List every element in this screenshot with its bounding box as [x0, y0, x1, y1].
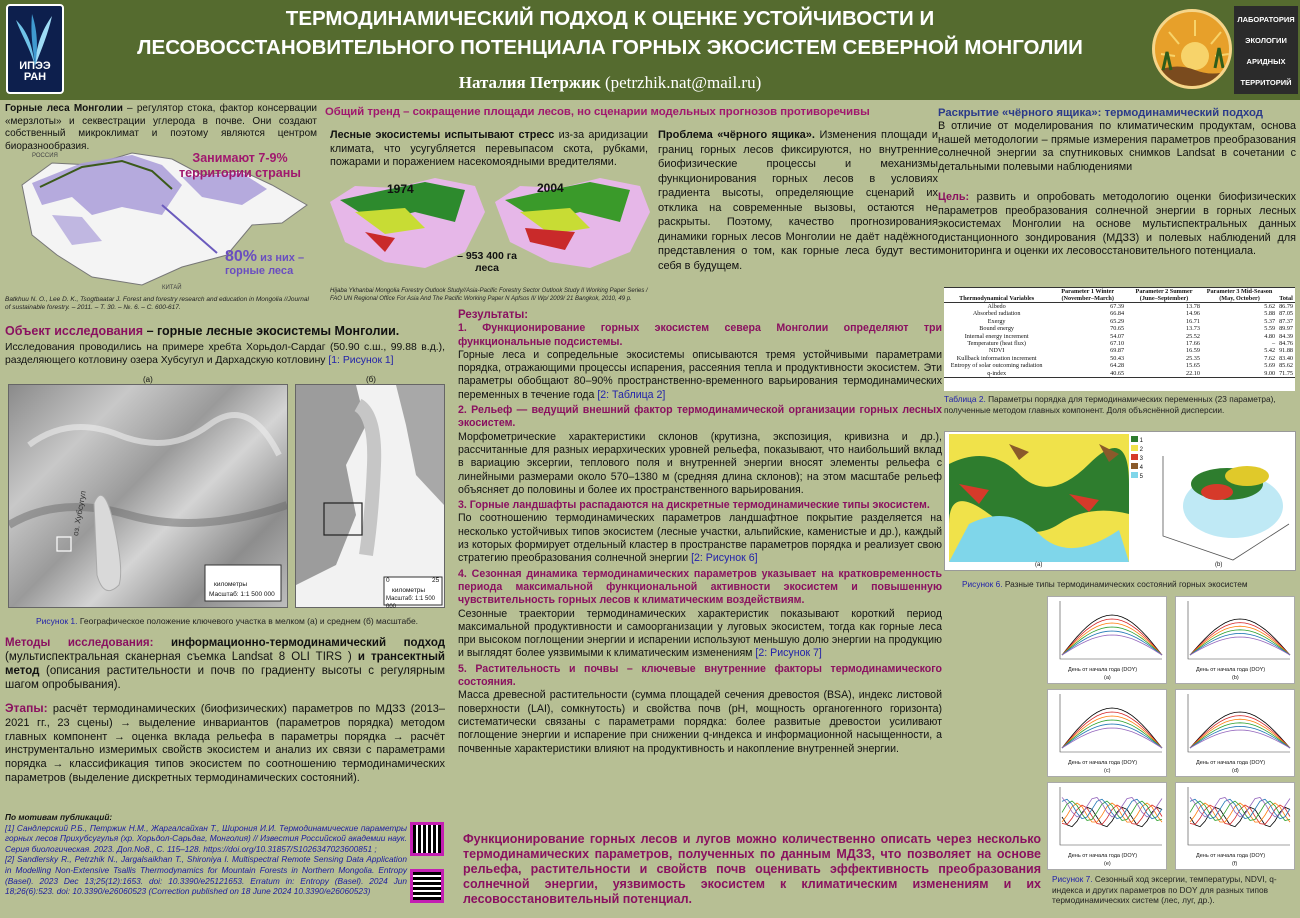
relief-map-a-svg	[9, 385, 287, 607]
title-line-2: ЛЕСОВОССТАНОВИТЕЛЬНОГО ПОТЕНЦИАЛА ГОРНЫХ ЭКОСИСТЕМ СЕВЕРНОЙ МОНГОЛИИ	[137, 36, 1083, 59]
seasonal-chart-e	[1047, 782, 1167, 870]
black-box-text: Изменения площади и границ горных лесов фиксируются, но внутренние биофизические процессы и механизмы функционирования горных лесов в условиях градиента высоты, определяющие сценарий их отклика на современные вызовы, остаются не раскрыты. Поэтому, качество прогнозирования динамики горных лесов Монголии не даёт надёжного представления о том, как горные леса будут вести себя в будущем.	[658, 129, 938, 272]
pub-1[interactable]: [1] Сандлерский Р.Б., Петржик Н.М., Жаргалсайхан Т., Широния И.И. Термодинамические параметры горных лесов Прихубсугулья (хр. Хорьдол-Сарьдаг, Монголия) // Известия Российской академии наук. Серия биологическая. 2023. Доп.No8., С. 115–128. https://doi.org/10.31857/S1026347023600851 ;	[5, 822, 407, 854]
order-params-table	[944, 287, 1295, 391]
qr-code-2[interactable]	[410, 869, 444, 903]
blackbox-text: В отличие от моделирования по климатическим продуктам, основа нашей методологии – прямые измерения параметров преобразования солнечной энергии за спутниковых снимков Landsat в сочетании с детальными полевыми наблюдениями	[938, 120, 1296, 173]
fig7-caption-text: Сезонный ход эксергии, температуры, NDVI, q-индекса и других параметров по DOY для разных типов термодинамических систем (лес, луг, др.).	[1052, 874, 1277, 905]
result-3-body: По соотношению термодинамических параметров ландшафтное покрытие разделяется на несколько устойчивых типов экосистем (лесные участки, альпийские, каменистые и др.), каждый из которых формирует отдельный кластер в пространстве параметров порядка и реализует свою стратегию преобразования солнечной энергии	[458, 512, 942, 565]
chart-axes	[1060, 694, 1162, 752]
lake-label: оз. Хубсугул	[71, 490, 88, 537]
fig7-caption	[1052, 874, 1298, 906]
panel-label-b: (б)	[366, 375, 376, 384]
series-line	[1062, 728, 1162, 748]
scale-b-km: километры	[392, 587, 426, 594]
table-row: Temperature (heat flux) 67.10 17.66 – 84.76	[967, 340, 1293, 348]
fig6-caption-text: Разные типы термодинамических состояний горных экосистем	[1002, 579, 1248, 589]
table-row: NDVI 69.87 16.59 5.42 91.88	[988, 347, 1293, 355]
table-row: Absorbed radiation 66.84 14.96 5.88 87.05	[972, 310, 1293, 318]
pub-2[interactable]: [2] Sandlersky R., Petrzhik N., Jargalsaikhan T., Shironiya I. Multispectral Remote Sensing Data Application in Modelling Non-Extensive Tsallis Thermodynamics for Mountain Forests in Northern Mongolia. Entropy (Basel). 2023 Dec 13;25(12):1653. doi: 10.3390/e25121653. Erratum in: Entropy (Basel). 2024 Jun 18;26(6):523. doi: 10.3390/e26060523 (Correction published on 18 June 2024 10.3390/e26060523)	[5, 854, 407, 897]
chart-e-panel: (e)	[1104, 861, 1111, 867]
result-1-title: 1. Функционирование горных экосистем севера Монголии определяют три функциональные подсистемы.	[458, 322, 942, 348]
goal-section	[938, 191, 1296, 259]
institute-logo-text: ИПЭЭ РАН	[19, 59, 51, 84]
result-4-body: Сезонные траектории термодинамических характеристик показывают короткий период максимальной продуктивности и самоорганизации у луговых экосистем, тогда как горные леса при высоком поглощении энергии и испарении используют меньшую долю энергии на продукцию и выглядят более уязвимыми к климатическим изменениям	[458, 607, 942, 660]
object-text-body: Исследования проводились на примере хребта Хорьдол-Сардаг (50.90 с.ш., 99.88 в.д.), разделяющего котловину озера Хубсугул и Дархадскую котловину	[5, 341, 445, 366]
seasonal-chart-a-svg	[1048, 597, 1166, 667]
chart-d-panel: (d)	[1232, 768, 1239, 774]
relief-map-b-svg	[296, 385, 444, 607]
scale-a-m: Масштаб: 1:1 500 000	[209, 591, 275, 598]
ecosystem-type-map	[949, 434, 1129, 562]
intro-rest: – регулятор стока, фактор консервации «мерзлоты» и секвестрации углерода в почве. Они создают собственный микроклимат и поэтому являются центром биоразнообразия.	[5, 103, 318, 152]
chart-a-xlabel: День от начала года (DOY)	[1068, 667, 1138, 673]
result-4-title: 4. Сезонная динамика термодинамических параметров указывает на кратковременность периода максимальной функциональной активности экосистем и повышенную чувствительность горных лесов к климатическим воздействиям.	[458, 567, 942, 607]
chart-c-xlabel: День от начала года (DOY)	[1068, 760, 1138, 766]
fig6-caption-label: Рисунок 6.	[962, 579, 1003, 589]
blackbox-title: Раскрытие «чёрного ящика»: термодинамический подход	[938, 107, 1263, 119]
seasonal-chart-b	[1175, 596, 1295, 684]
methods-approach: информационно-термодинамический подход	[170, 637, 445, 649]
legend-1: 1	[1131, 436, 1143, 445]
chart-a-panel: (a)	[1104, 675, 1111, 681]
series-line	[1190, 637, 1290, 655]
seasonal-chart-d-svg	[1176, 690, 1294, 760]
methods-transect-desc: (описания растительности и почв по градиенту высоты с регулярным шагом опробывания).	[5, 665, 445, 691]
series-line	[1062, 635, 1162, 655]
fig1-caption-text: Географическое положение ключевого участка в мелком (а) и среднем (б) масштабе.	[77, 616, 419, 626]
seasonal-chart-b-svg	[1176, 597, 1294, 667]
result-1-text	[458, 349, 942, 402]
result-1-body: Горные леса и сопредельные экосистемы описываются тремя устойчивыми параметрами порядка, отражающими процессы испарения, рассеяния тепла и продуктивности экосистем. Эти параметры обобщают 80–90% пространственно-временного варьирования термодинамических переменных в течение года	[458, 348, 942, 401]
year-1974: 1974	[387, 182, 414, 196]
table2-caption-label: Таблица 2.	[944, 394, 986, 404]
series-line	[1062, 801, 1162, 821]
result-3-text	[458, 512, 942, 565]
th-variables: Thermodynamical Variables	[944, 288, 1049, 303]
th-param3: Parameter 3 Mid-Season (May, October)	[1202, 288, 1277, 303]
legend-2: 2	[1131, 445, 1143, 454]
chart-b-panel: (b)	[1232, 675, 1239, 681]
feather-icon	[8, 8, 62, 68]
th-param1: Parameter 1 Winter (November–March)	[1049, 288, 1126, 303]
percent80-rest: из них – горные леса	[225, 252, 305, 277]
poster-title	[70, 4, 1150, 62]
chart-e-xlabel: День от начала года (DOY)	[1068, 853, 1138, 859]
stages-text: расчёт термодинамических (биофизических) параметров по МДЗЗ (2013–2021 гг., 23 сцены) → выделение инвариантов (параметров порядка) методом главных компонент → оценка вклада рельефа в параметры порядка → расчёт инструментально измеримых свойств экосистем и анализ их связи с параметрами порядка → классификация типов экосистем по соотношению термодинамических параметров (выделение дискретных термодинамических состояний).	[5, 703, 445, 784]
chart-c-panel: (c)	[1104, 768, 1111, 774]
legend-3: 3	[1131, 454, 1143, 463]
table-row: Internal energy increment 54.07 25.52 4.80 84.39	[964, 332, 1293, 340]
th-total: Total	[1277, 288, 1295, 303]
relief-map-a	[8, 384, 288, 608]
qr-code-1[interactable]	[410, 822, 444, 856]
table-row: Entropy of solar outcoming radiation 64.28 15.65 5.69 85.62	[950, 362, 1293, 370]
scale-a-km: километры	[214, 581, 248, 588]
chart-d-xlabel: День от начала года (DOY)	[1196, 760, 1266, 766]
year-2004: 2004	[537, 181, 564, 195]
results-title: Результаты:	[458, 309, 529, 321]
lab-name-box	[1234, 6, 1298, 94]
object-text	[5, 341, 445, 367]
lab-line-4: ТЕРРИТОРИЙ	[1240, 78, 1292, 87]
legend-4: 4	[1131, 463, 1143, 472]
stages-section	[5, 702, 445, 786]
seasonal-chart-a	[1047, 596, 1167, 684]
fig6-panel	[944, 431, 1296, 571]
lab-logo	[1152, 9, 1232, 89]
pubs-title: По мотивам публикаций:	[5, 812, 113, 822]
percent80-value: 80%	[225, 248, 258, 265]
panel-label-a: (а)	[143, 375, 153, 384]
title-line-1: ТЕРМОДИНАМИЧЕСКИЙ ПОДХОД К ОЦЕНКЕ УСТОЙЧИВОСТИ И	[285, 7, 935, 30]
chart-f-panel: (f)	[1232, 861, 1238, 867]
goal-text: развить и опробовать методологию оценки биофизических параметров преобразования солнечной энергии в горных лесных экосистемах Монголии на основе мультиспектральных данных дистанционного зондирования (МДЗЗ) и полевых наблюдений для мониторинга и оценки их лесовосстановительного потенциала.	[938, 191, 1296, 257]
black-box-problem	[658, 128, 938, 273]
seasonal-chart-e-svg	[1048, 783, 1166, 853]
object-title	[5, 324, 445, 340]
publications	[5, 812, 407, 897]
stress-rest: из-за аридизации климата, что усугубляется перевыпасом скота, рубками, пожарами и поражением насекомоядными вредителями.	[330, 129, 649, 168]
seasonal-chart-f	[1175, 782, 1295, 870]
map-label-russia: РОССИЯ	[32, 153, 58, 159]
result-1-ref[interactable]: [2: Таблица 2]	[597, 388, 666, 401]
goal-title: Цель:	[938, 191, 970, 203]
occupy-callout: Занимают 7-9% территории страны	[179, 151, 301, 180]
fig7-caption-label: Рисунок 7.	[1052, 874, 1093, 884]
table-row: Albedo 67.39 13.78 5.62 86.79	[987, 303, 1293, 310]
fig6-caption	[962, 579, 1298, 589]
sun-landscape-icon	[1155, 12, 1232, 89]
result-4-text	[458, 608, 942, 661]
fig6-label-a: (a)	[1035, 562, 1043, 568]
result-5-title: 5. Растительность и почвы – ключевые внутренние факторы термодинамического состояния.	[458, 662, 942, 689]
th-param2: Parameter 2 Summer (June–September)	[1126, 288, 1202, 303]
fig6-label-b: (b)	[1215, 562, 1223, 568]
result-4-ref[interactable]: [2: Рисунок 7]	[755, 647, 822, 660]
table-body	[944, 303, 1295, 378]
object-ref-link[interactable]: [1: Рисунок 1]	[328, 354, 394, 366]
stages-title: Этапы:	[5, 701, 48, 715]
seasonal-chart-c	[1047, 689, 1167, 777]
results-section	[458, 309, 942, 756]
seasonal-chart-d	[1175, 689, 1295, 777]
result-2-title: 2. Рельеф — ведущий внешний фактор термодинамической организации горных лесных экосистем.	[458, 404, 942, 430]
conclusion: Функционирование горных лесов и лугов можно количественно описать через несколько термодинамических параметров, полученных по данным МДЗЗ, что позволяет на основе рельефа, растительности и свойств почв оценивать эффективность преобразования солнечной энергии, уязвимость экосистем к климатическим изменениям и их лесовосстановительный потенциал.	[463, 832, 1041, 906]
author-line	[70, 72, 1150, 93]
scale-b-25: 25	[432, 577, 440, 584]
stress-text	[330, 129, 648, 170]
fig6-legend	[1131, 436, 1143, 481]
object-title-1: Объект исследования	[5, 324, 144, 338]
author-email: (petrzhik.nat@mail.ru)	[604, 73, 762, 92]
forest-maps	[325, 172, 657, 290]
chart-axes	[1060, 601, 1162, 659]
object-title-2: – горные лесные экосистемы Монголии.	[143, 324, 400, 338]
lab-line-2: ЭКОЛОГИИ	[1245, 36, 1287, 45]
ref-batkhuu: Batkhuu N. O., Lee D. K., Tsogtbaatar J. Forest and forestry research and education in Mongolia //Journal of sustainable forestry. – 2011. – Т. 30. – №. 6. – С. 600-617.	[5, 296, 309, 311]
legend-5: 5	[1131, 472, 1143, 481]
institute-logo	[6, 4, 64, 94]
result-5-text: Масса древесной растительности (сумма площадей сечения древостоя (BSA), индекс листовой поверхности (LAI), сомкнутость) и свойства почв (pH, мощность органогенного горизонта) систематически связаны с параметрами порядка: более развитые древостои усиливают поглощение энергии и испарение при снижении q-индекса и информационной насыщенности, а почвенные характеристики влияют на продуктивность и накопление внутренней энергии.	[458, 689, 942, 755]
table-row: Exergy 65.29 16.71 5.37 87.37	[987, 317, 1293, 325]
ref-hijaba: Hijaba Ykhanbai Mongolia Forestry Outlook Study//Asia-Pacific Forestry Sector Outlook Study II Working Paper Series / FAO UN Regional Office For Asia And The Pacific Working Paper N Apfsos II/ Wp/ 2009/ 21 Bangkok, 2010, 49 p.	[330, 288, 648, 302]
chart-b-xlabel: День от начала года (DOY)	[1196, 667, 1266, 673]
seasonal-chart-f-svg	[1176, 783, 1294, 853]
table-row: q-index 40.65 22.10 9.00 71.75	[944, 370, 1295, 378]
seasonal-chart-c-svg	[1048, 690, 1166, 760]
lab-line-3: АРИДНЫХ	[1246, 57, 1286, 66]
order-params-3d-scatter	[1143, 436, 1293, 564]
table-row: Kullback information increment 50.43 25.35 7.62 83.40	[956, 354, 1293, 362]
lab-line-1: ЛАБОРАТОРИЯ	[1237, 15, 1295, 24]
trend-title: Общий тренд – сокращение площади лесов, но сценарии модельных прогнозов противоречивы	[325, 106, 870, 118]
result-2-text: Морфометрические характеристики склонов (крутизна, экспозиция, кривизна и др.), рассчитанные для разных иерархических уровней рельефа, показывают, что наибольший вклад в вариацию эксергии, теплового поля и внутренней энергии вносят элементы рельефа с линейными размерами около 570–1380 м (средняя длина склонов); на этом масштабе рельеф объясняет до половины и более их пространственного варьирования.	[458, 430, 942, 496]
series-line	[1190, 801, 1290, 821]
relief-map-b	[295, 384, 445, 608]
table2-caption-text: Параметры порядка для термодинамических переменных (23 параметра), полученные методом главных компонент. Доля объяснённой дисперсии.	[944, 394, 1276, 415]
result-3-ref[interactable]: [2: Рисунок 6]	[691, 552, 758, 565]
fig1-caption-label: Рисунок 1.	[36, 616, 78, 626]
result-3-title: 3. Горные ландшафты распадаются на дискретные термодинамические типы экосистем.	[458, 499, 930, 512]
intro-bold: Горные леса Монголии	[5, 103, 123, 114]
forest-loss: – 953 400 га леса	[457, 250, 517, 274]
map-label-china: КИТАЙ	[162, 285, 182, 291]
methods-section	[5, 636, 445, 692]
stress-bold: Лесные экосистемы испытывают стресс	[330, 129, 555, 141]
header-bar	[0, 0, 1300, 100]
fig1-caption	[36, 616, 446, 627]
black-box-bold: Проблема «чёрного ящика».	[658, 129, 815, 141]
table-row: Bound energy 70.65 13.73 5.59 89.97	[979, 325, 1293, 333]
series-line	[1190, 730, 1290, 748]
chart-f-xlabel: День от начала года (DOY)	[1196, 853, 1266, 859]
scale-b-0: 0	[386, 577, 390, 584]
percent80-callout	[225, 250, 320, 278]
methods-title: Методы исследования:	[5, 637, 171, 649]
table2-caption	[944, 394, 1296, 415]
scale-b-m: Масштаб: 1:1 500 000	[386, 596, 436, 610]
methods-landsat: (мультиспектральная сканерная съемка Landsat 8 OLI TIRS )	[5, 651, 358, 663]
methods-transect: и трансектный метод	[5, 651, 445, 677]
author-name: Наталия Петржик	[458, 73, 601, 92]
object-section	[5, 324, 445, 367]
